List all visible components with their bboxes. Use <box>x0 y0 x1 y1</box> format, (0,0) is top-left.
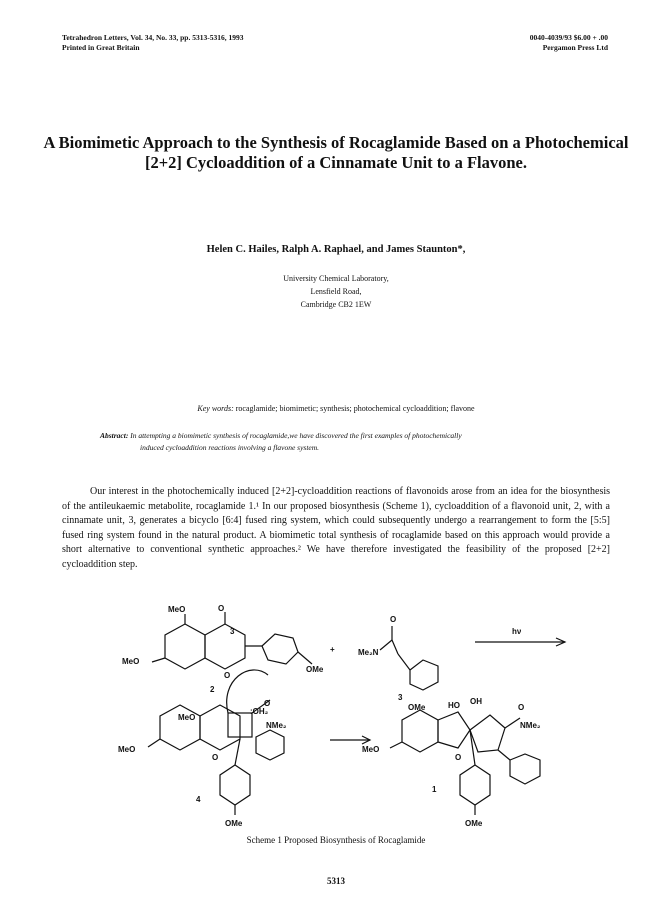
affiliation-line-1: University Chemical Laboratory, <box>283 274 389 283</box>
meo-label-2a: MeO <box>168 605 186 614</box>
affiliation <box>0 272 672 311</box>
paper-title: A Biomimetic Approach to the Synthesis of Rocaglamide Based on a Photochemical [2+2] Cycloaddition of a Cinnamate Unit to a Flavone. <box>43 133 629 172</box>
oh-label-1: OH <box>470 697 482 706</box>
nme2-label-1: NMe₂ <box>520 721 541 730</box>
abstract-line-1: In attempting a biomimetic synthesis of rocaglamide,we have discovered the first examples of photochemically <box>130 431 462 440</box>
carbonyl-o-3: O <box>390 615 397 624</box>
ring-o-2: O <box>224 671 231 680</box>
compound-label-3: 3 <box>398 693 403 702</box>
abstract <box>100 430 600 454</box>
nme2-label-4: NMe₂ <box>266 721 287 730</box>
body-paragraph <box>62 485 610 572</box>
oh2-label: :OH₂ <box>250 707 269 716</box>
scheme-caption: Scheme 1 Proposed Biosynthesis of Rocaglamide <box>246 835 426 845</box>
meo-label-4a: MeO <box>178 713 196 722</box>
issn-price: 0040-4039/93 $6.00 + .00 <box>529 33 608 42</box>
ome-label-4: OMe <box>225 819 243 828</box>
compound-label-1: 1 <box>432 785 437 794</box>
ome-label-1b: OMe <box>465 819 483 828</box>
keywords <box>0 404 672 413</box>
affiliation-line-2: Lensfield Road, <box>310 287 362 296</box>
meo-label-1: MeO <box>362 745 380 754</box>
abstract-line-2: induced cycloaddition reactions involving a flavone system. <box>140 443 320 452</box>
meo-label-4b: MeO <box>118 745 136 754</box>
ome-label-2: OMe <box>306 665 324 674</box>
publisher-header <box>530 33 608 53</box>
me2n-label: Me₂N <box>358 648 379 657</box>
ring-o-4: O <box>212 753 219 762</box>
ome-label-1a: OMe <box>408 703 426 712</box>
carbonyl-o-1: O <box>518 703 525 712</box>
abstract-label: Abstract: <box>100 431 129 440</box>
page-number: 5313 <box>327 876 345 886</box>
compound-label-2: 2 <box>210 685 215 694</box>
meo-label-2b: MeO <box>122 657 140 666</box>
authors: Helen C. Hailes, Ralph A. Raphael, and James Staunton*, <box>206 244 466 255</box>
keywords-label: Key words: <box>197 404 234 413</box>
ho-label-1: HO <box>448 701 460 710</box>
svg-text:3: 3 <box>230 627 235 636</box>
carbonyl-o-2: O <box>218 604 225 613</box>
journal-header <box>62 33 243 53</box>
body-text: Our interest in the photochemically induced [2+2]-cycloaddition reactions of flavonoids arose from an idea for the biosynthesis of the antileukaemic metabolite, rocaglamide 1.¹ In our proposed biosynthesis (Scheme 1), cycloaddition of a flavonoid unit, 2, with a cinnamate unit, 3, generates a bicyclo [6:4] fused ring system, which could subsequently undergo a rearrangement to form the [5:5] fused ring system found in the natural product. A biomimetic total synthesis of rocaglamide based on this approach would provide a short alternative to conventional synthetic approaches.² We have therefore investigated the feasibility of the proposed [2+2] cycloaddition step. <box>62 486 610 570</box>
keywords-text: rocaglamide; biomimetic; synthesis; photochemical cycloaddition; flavone <box>235 404 475 413</box>
hv-label: hν <box>512 627 522 636</box>
journal-citation: Tetrahedron Letters, Vol. 34, No. 33, pp. 5313-5316, 1993 <box>62 33 244 42</box>
ring-o-1: O <box>455 753 462 762</box>
carbonyl-o-4: O <box>264 699 271 708</box>
affiliation-line-3: Cambridge CB2 1EW <box>300 300 372 309</box>
publisher: Pergamon Press Ltd <box>542 43 608 52</box>
plus-sign: + <box>330 645 335 654</box>
printed-in: Printed in Great Britain <box>62 43 140 52</box>
scheme-1-figure <box>0 600 672 830</box>
compound-label-4: 4 <box>196 795 201 804</box>
